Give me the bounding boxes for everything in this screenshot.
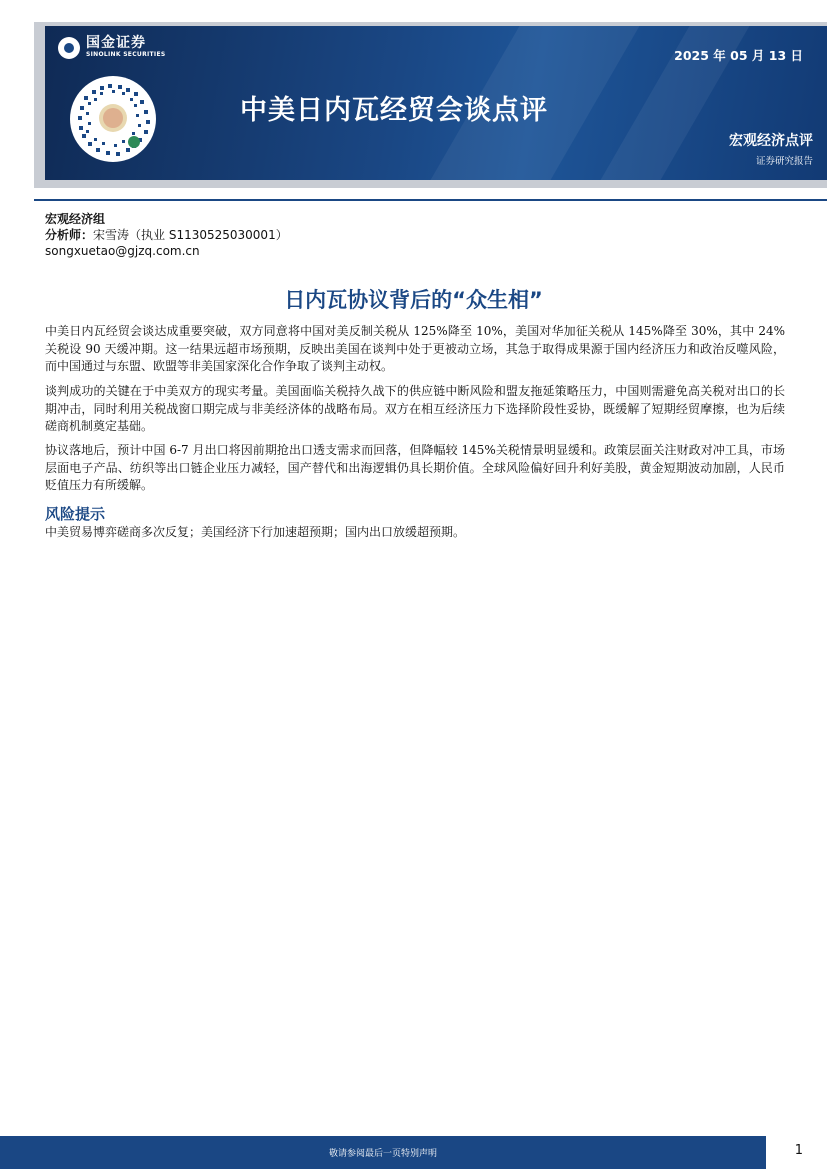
report-subtype: 证券研究报告 — [755, 156, 813, 167]
qr-code-icon — [70, 76, 156, 162]
logo-en: SINOLINK SECURITIES — [86, 51, 166, 58]
summary-paragraph-3: 协议落地后，预计中国 6-7 月出口将因前期抢出口透支需求而回落，但降幅较 145%关税情景明显缓和。政策层面关注财政对冲工具，市场层面电子产品、纺织等出口链企业压力减轻，国产替代和出海逻辑仍具长期价值。全球风险偏好回升利好美股，黄金短期波动加剧，人民币贬值压力有所缓解。 — [45, 443, 785, 492]
analyst-email[interactable]: songxuetao@gjzq.com.cn — [45, 244, 200, 258]
footer-disclaimer[interactable]: 敬请参阅最后一页特别声明 — [328, 1149, 437, 1159]
header-divider — [34, 199, 827, 201]
report-type: 宏观经济点评 — [729, 133, 813, 149]
report-date: 2025 年 05 月 13 日 — [674, 48, 803, 63]
logo-icon — [58, 37, 80, 59]
section-title: 日内瓦协议背后的“众生相” — [284, 288, 543, 312]
analyst-line — [45, 227, 288, 243]
summary-paragraph-1: 中美日内瓦经贸会谈达成重要突破，双方同意将中国对美反制关税从 125%降至 10%，美国对华加征关税从 145%降至 30%，其中 24%关税设 90 天缓冲期。这一结果远超市场预期，反映出美国在谈判中处于更被动立场，其急于取得成果源于国内经济压力和政治反噬风险，而中国通过与东盟、欧盟等非美国家深化合作争取了谈判主动权。 — [45, 324, 785, 373]
analyst-name: 宋雪涛（执业 S1130525030001） — [93, 228, 288, 242]
page-number: 1 — [794, 1143, 803, 1158]
risk-heading: 风险提示 — [45, 505, 106, 523]
research-group: 宏观经济组 — [45, 212, 106, 226]
summary-paragraph-2: 谈判成功的关键在于中美双方的现实考量。美国面临关税持久战下的供应链中断风险和盟友拖延策略压力，中国则需避免高关税对出口的长期冲击，同时利用关税战窗口期完成与非美经济体的战略布局。双方在相互经济压力下选择阶段性妥协，既缓解了短期经贸摩擦，也为后续磋商机制奠定基础。 — [45, 384, 785, 433]
analyst-label: 分析师： — [45, 228, 94, 242]
company-logo — [58, 36, 165, 59]
author-block — [45, 211, 288, 259]
report-title: 中美日内瓦经贸会谈点评 — [240, 95, 548, 126]
logo-cn: 国金证券 — [86, 35, 146, 51]
risk-text: 中美贸易博弈磋商多次反复；美国经济下行加速超预期；国内出口放缓超预期。 — [45, 525, 466, 539]
